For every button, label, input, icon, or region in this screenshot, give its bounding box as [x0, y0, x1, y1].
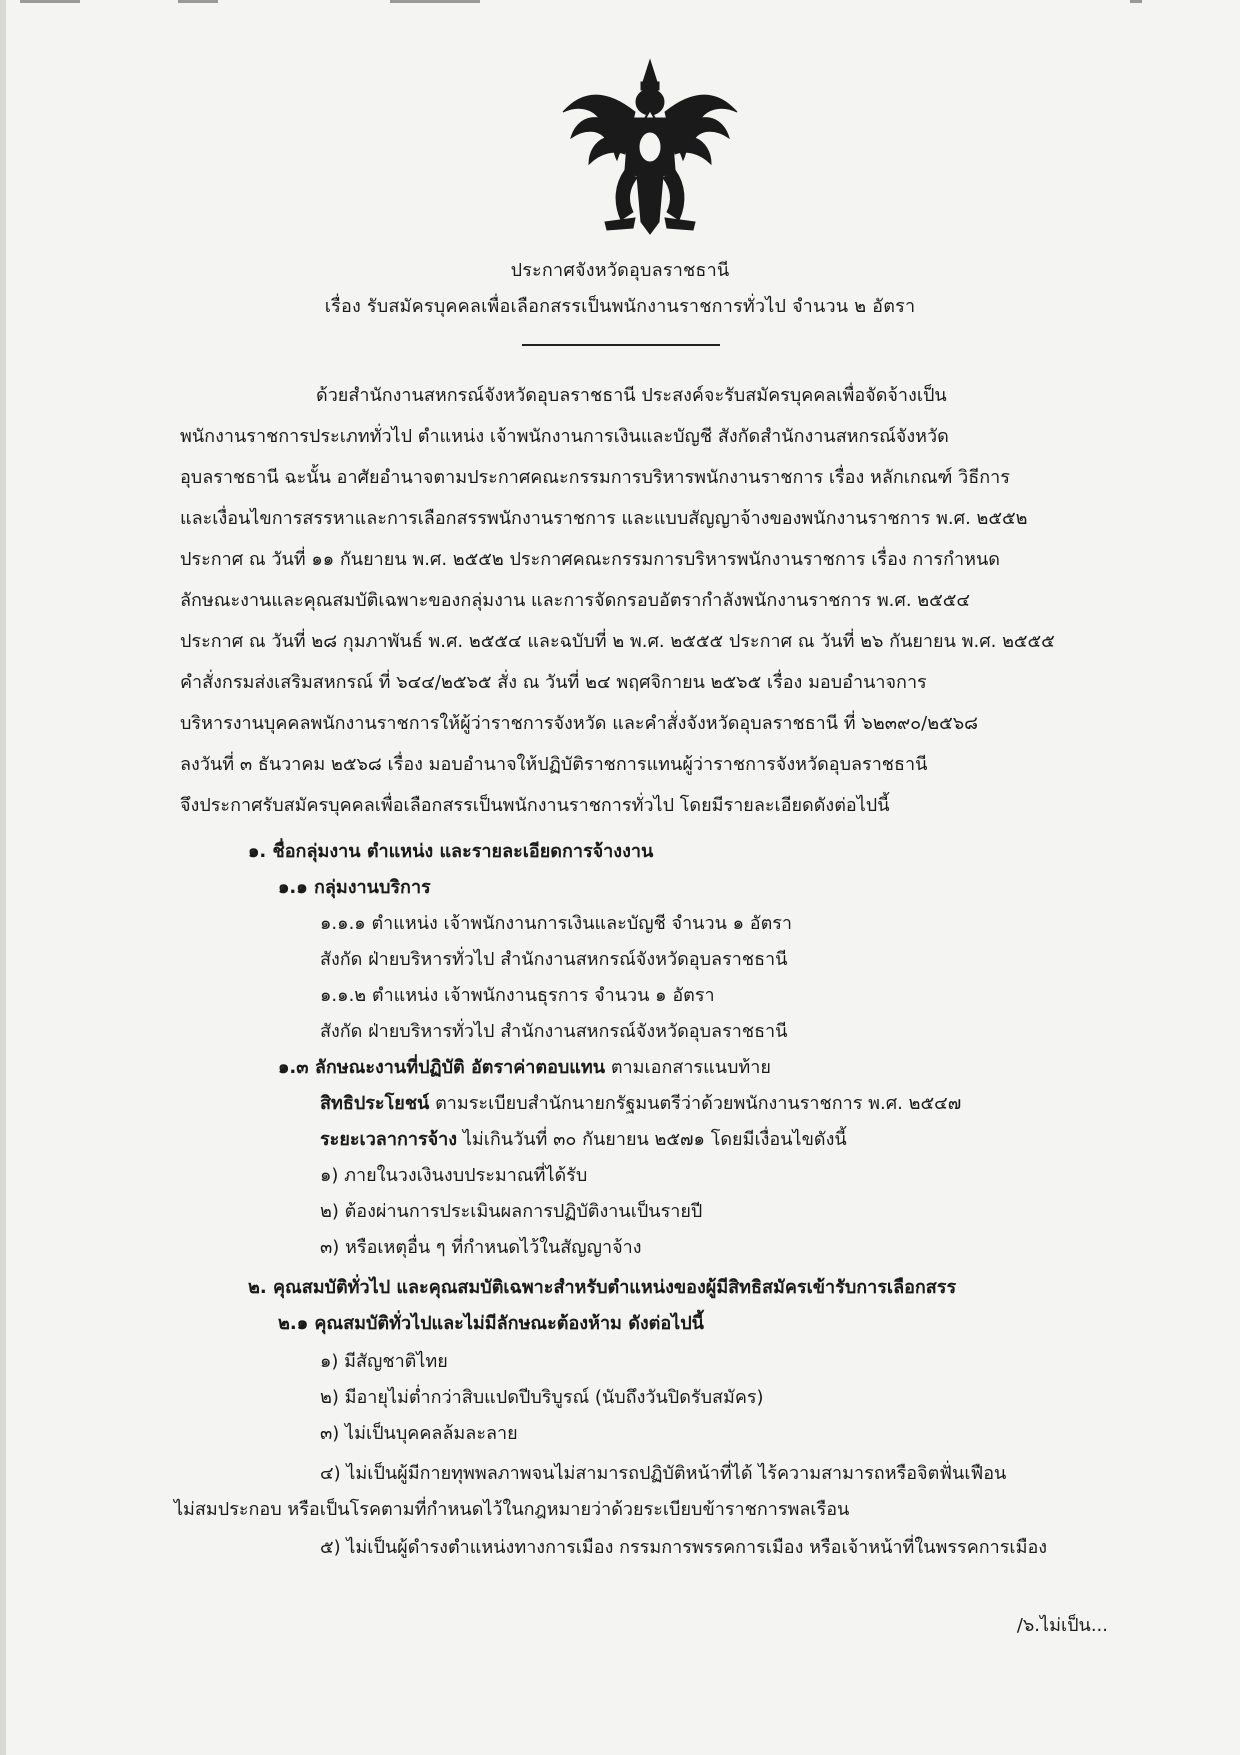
section2-1-heading: ๒.๑ คุณสมบัติทั่วไปและไม่มีลักษณะต้องห้าม ดังต่อไปนี้	[278, 1313, 704, 1334]
title-divider	[522, 344, 720, 346]
position-line: ๑.๑.๑ ตำแหน่ง เจ้าพนักงานการเงินและบัญชี จำนวน ๑ อัตรา	[320, 913, 793, 934]
benefit-line	[320, 1092, 961, 1116]
preamble-line: พนักงานราชการประเภททั่วไป ตำแหน่ง เจ้าพนักงานการเงินและบัญชี สังกัดสำนักงานสหกรณ์จังหวัด	[180, 426, 949, 447]
qualification-item: ๓) ไม่เป็นบุคคลล้มละลาย	[320, 1423, 518, 1444]
preamble-line: ลักษณะงานและคุณสมบัติเฉพาะของกลุ่มงาน และการจัดกรอบอัตรากำลังพนักงานราชการ พ.ศ. ๒๕๕๔	[180, 590, 971, 611]
period-label: ระยะเวลาการจ้าง	[320, 1129, 458, 1150]
section1-3-line	[278, 1056, 771, 1080]
condition-item: ๒) ต้องผ่านการประเมินผลการปฏิบัติงานเป็นรายปี	[320, 1201, 703, 1222]
preamble-line: คำสั่งกรมส่งเสริมสหกรณ์ ที่ ๖๔๔/๒๕๖๕ สั่ง ณ วันที่ ๒๔ พฤศจิกายน ๒๕๖๕ เรื่อง มอบอำนาจการ	[180, 672, 927, 693]
qualification-item: ๕) ไม่เป็นผู้ดำรงตำแหน่งทางการเมือง กรรมการพรรคการเมือง หรือเจ้าหน้าที่ในพรรคการเมือง	[320, 1537, 1048, 1558]
position-line: ๑.๑.๒ ตำแหน่ง เจ้าพนักงานธุรการ จำนวน ๑ อัตรา	[320, 985, 715, 1006]
qualification-item: ๔) ไม่เป็นผู้มีกายทุพพลภาพจนไม่สามารถปฏิบัติหน้าที่ได้ ไร้ความสามารถหรือจิตฟั่นเฟือน	[320, 1463, 1007, 1484]
section1-3-heading: ๑.๓ ลักษณะงานที่ปฏิบัติ อัตราค่าตอบแทน	[278, 1057, 606, 1078]
preamble-line: ประกาศ ณ วันที่ ๑๑ กันยายน พ.ศ. ๒๕๕๒ ประกาศคณะกรรมการบริหารพนักงานราชการ เรื่อง การกำหนด	[180, 549, 1000, 570]
scan-top-marks	[0, 0, 1240, 8]
preamble-line: และเงื่อนไขการสรรหาและการเลือกสรรพนักงานราชการ และแบบสัญญาจ้างของพนักงานราชการ พ.ศ. ๒๕๕๒	[180, 508, 1028, 529]
condition-item: ๓) หรือเหตุอื่น ๆ ที่กำหนดไว้ในสัญญาจ้าง	[320, 1237, 642, 1258]
announcement-title: ประกาศจังหวัดอุบลราชธานี	[510, 260, 730, 281]
preamble-line: ด้วยสำนักงานสหกรณ์จังหวัดอุบลราชธานี ประสงค์จะรับสมัครบุคคลเพื่อจัดจ้างเป็น	[316, 385, 947, 406]
benefit-label: สิทธิประโยชน์	[320, 1093, 430, 1114]
qualification-item: ๒) มีอายุไม่ต่ำกว่าสิบแปดปีบริบูรณ์ (นับถึงวันปิดรับสมัคร)	[320, 1387, 764, 1408]
benefit-text: ตามระเบียบสำนักนายกรัฐมนตรีว่าด้วยพนักงานราชการ พ.ศ. ๒๕๔๗	[435, 1093, 962, 1114]
section1-heading: ๑. ชื่อกลุ่มงาน ตำแหน่ง และรายละเอียดการจ้างงาน	[248, 841, 654, 862]
period-line	[320, 1128, 847, 1152]
announcement-subject: เรื่อง รับสมัครบุคคลเพื่อเลือกสรรเป็นพนักงานราชการทั่วไป จำนวน ๒ อัตรา	[324, 296, 916, 317]
continuation-marker: /๖.ไม่เป็น...	[1016, 1615, 1108, 1636]
section1-1-heading: ๑.๑ กลุ่มงานบริการ	[278, 877, 431, 898]
section2-heading: ๒. คุณสมบัติทั่วไป และคุณสมบัติเฉพาะสำหรับตำแหน่งของผู้มีสิทธิสมัครเข้ารับการเลือกสรร	[248, 1277, 957, 1298]
qualification-item-cont: ไม่สมประกอบ หรือเป็นโรคตามที่กำหนดไว้ในกฎหมายว่าด้วยระเบียบข้าราชการพลเรือน	[174, 1499, 850, 1520]
preamble-line: บริหารงานบุคคลพนักงานราชการให้ผู้ว่าราชการจังหวัด และคำสั่งจังหวัดอุบลราชธานี ที่ ๖๒๓๙๐/๒๕๖๘	[180, 713, 979, 734]
section1-3-rest: ตามเอกสารแนบท้าย	[610, 1057, 771, 1078]
qualification-item: ๑) มีสัญชาติไทย	[320, 1351, 448, 1372]
preamble-line: อุบลราชธานี ฉะนั้น อาศัยอำนาจตามประกาศคณะกรรมการบริหารพนักงานราชการ เรื่อง หลักเกณฑ์ วิธีการ	[180, 467, 1010, 488]
period-text: ไม่เกินวันที่ ๓๐ กันยายน ๒๕๗๑ โดยมีเงื่อนไขดังนี้	[462, 1129, 847, 1150]
garuda-emblem-icon	[555, 52, 745, 240]
condition-item: ๑) ภายในวงเงินงบประมาณที่ได้รับ	[320, 1165, 588, 1186]
position-line: สังกัด ฝ่ายบริหารทั่วไป สำนักงานสหกรณ์จังหวัดอุบลราชธานี	[320, 949, 788, 970]
preamble-line: ลงวันที่ ๓ ธันวาคม ๒๕๖๘ เรื่อง มอบอำนาจให้ปฏิบัติราชการแทนผู้ว่าราชการจังหวัดอุบลราชธานี	[180, 754, 928, 775]
preamble-line: จึงประกาศรับสมัครบุคคลเพื่อเลือกสรรเป็นพนักงานราชการทั่วไป โดยมีรายละเอียดดังต่อไปนี้	[180, 795, 890, 816]
preamble-line: ประกาศ ณ วันที่ ๒๘ กุมภาพันธ์ พ.ศ. ๒๕๕๔ และฉบับที่ ๒ พ.ศ. ๒๕๕๕ ประกาศ ณ วันที่ ๒๖ กันยายน พ.ศ. ๒๕๕๕	[180, 631, 1055, 652]
position-line: สังกัด ฝ่ายบริหารทั่วไป สำนักงานสหกรณ์จังหวัดอุบลราชธานี	[320, 1021, 788, 1042]
